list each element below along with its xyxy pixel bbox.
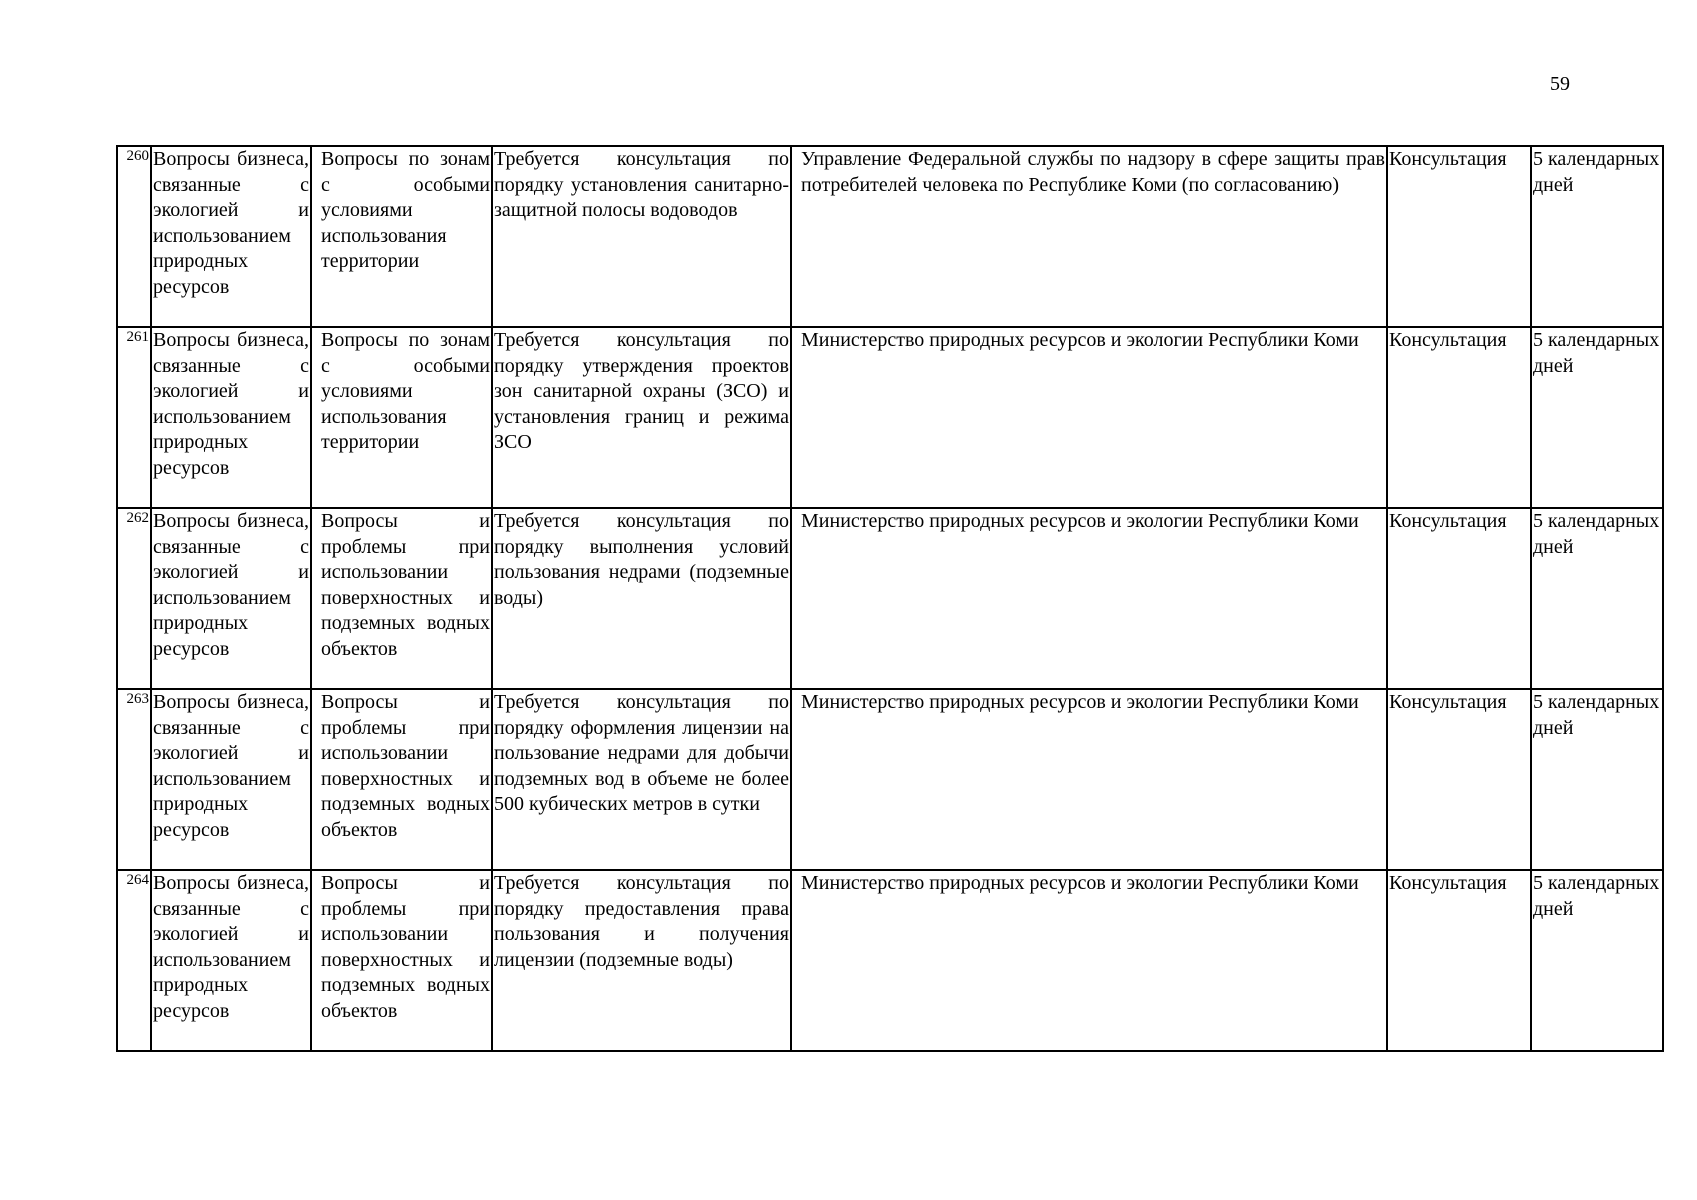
table-row <box>117 689 1663 870</box>
subcategory-text: Вопросы и проблемы при использовании поверхностных и подземных водных объектов <box>321 872 490 1022</box>
category-text: Вопросы бизнеса, связанные с экологией и использованием природных ресурсов <box>153 329 309 479</box>
table-row <box>117 327 1663 508</box>
term-text: 5 календарных дней <box>1533 510 1660 558</box>
category-cell <box>151 689 311 870</box>
service-type-text: Консультация <box>1389 510 1507 532</box>
subcategory-cell <box>311 327 492 508</box>
term-cell <box>1531 146 1663 327</box>
subcategory-cell <box>311 508 492 689</box>
term-cell <box>1531 870 1663 1051</box>
term-text: 5 календарных дней <box>1533 329 1660 377</box>
row-number: 261 <box>117 327 151 508</box>
category-text: Вопросы бизнеса, связанные с экологией и использованием природных ресурсов <box>153 872 309 1022</box>
term-cell <box>1531 689 1663 870</box>
description-cell <box>492 146 791 327</box>
term-text: 5 календарных дней <box>1533 691 1660 739</box>
subcategory-text: Вопросы по зонам с особыми условиями использования территории <box>321 148 490 273</box>
organization-text: Министерство природных ресурсов и экологии Республики Коми <box>801 510 1359 532</box>
description-text: Требуется консультация по порядку предоставления права пользования и получения лицензии (подземные воды) <box>494 872 789 971</box>
subcategory-cell <box>311 146 492 327</box>
service-type-cell <box>1387 870 1531 1051</box>
table-row <box>117 146 1663 327</box>
organization-cell <box>791 689 1387 870</box>
description-text: Требуется консультация по порядку установления санитарно-защитной полосы водоводов <box>494 148 789 222</box>
page-number: 59 <box>1550 73 1570 95</box>
organization-text: Министерство природных ресурсов и экологии Республики Коми <box>801 872 1359 894</box>
service-type-text: Консультация <box>1389 329 1507 351</box>
organization-cell <box>791 508 1387 689</box>
service-type-cell <box>1387 146 1531 327</box>
service-type-text: Консультация <box>1389 872 1507 894</box>
row-number: 260 <box>117 146 151 327</box>
row-number: 262 <box>117 508 151 689</box>
description-cell <box>492 689 791 870</box>
row-number: 263 <box>117 689 151 870</box>
category-cell <box>151 870 311 1051</box>
row-number: 264 <box>117 870 151 1051</box>
service-type-text: Консультация <box>1389 148 1507 170</box>
subcategory-cell <box>311 689 492 870</box>
subcategory-cell <box>311 870 492 1051</box>
description-cell <box>492 327 791 508</box>
organization-text: Министерство природных ресурсов и экологии Республики Коми <box>801 691 1359 713</box>
description-text: Требуется консультация по порядку оформления лицензии на пользование недрами для добычи подземных вод в объеме не более 500 кубических метров в сутки <box>494 691 789 816</box>
organization-cell <box>791 870 1387 1051</box>
category-text: Вопросы бизнеса, связанные с экологией и использованием природных ресурсов <box>153 691 309 841</box>
description-cell <box>492 508 791 689</box>
service-type-cell <box>1387 508 1531 689</box>
subcategory-text: Вопросы по зонам с особыми условиями использования территории <box>321 329 490 454</box>
organization-text: Министерство природных ресурсов и экологии Республики Коми <box>801 329 1359 351</box>
description-text: Требуется консультация по порядку выполнения условий пользования недрами (подземные воды) <box>494 510 789 609</box>
category-cell <box>151 327 311 508</box>
description-text: Требуется консультация по порядку утверждения проектов зон санитарной охраны (ЗСО) и установления границ и режима ЗСО <box>494 329 789 454</box>
category-cell <box>151 508 311 689</box>
organization-text: Управление Федеральной службы по надзору в сфере защиты прав потребителей человека по Республике Коми (по согласованию) <box>801 148 1385 196</box>
subcategory-text: Вопросы и проблемы при использовании поверхностных и подземных водных объектов <box>321 510 490 660</box>
organization-cell <box>791 327 1387 508</box>
service-type-cell <box>1387 327 1531 508</box>
category-text: Вопросы бизнеса, связанные с экологией и использованием природных ресурсов <box>153 148 309 298</box>
term-text: 5 календарных дней <box>1533 148 1660 196</box>
services-table <box>116 145 1664 1052</box>
subcategory-text: Вопросы и проблемы при использовании поверхностных и подземных водных объектов <box>321 691 490 841</box>
service-type-text: Консультация <box>1389 691 1507 713</box>
term-cell <box>1531 508 1663 689</box>
table-row <box>117 508 1663 689</box>
table-row <box>117 870 1663 1051</box>
term-cell <box>1531 327 1663 508</box>
organization-cell <box>791 146 1387 327</box>
term-text: 5 календарных дней <box>1533 872 1660 920</box>
category-text: Вопросы бизнеса, связанные с экологией и использованием природных ресурсов <box>153 510 309 660</box>
description-cell <box>492 870 791 1051</box>
service-type-cell <box>1387 689 1531 870</box>
category-cell <box>151 146 311 327</box>
